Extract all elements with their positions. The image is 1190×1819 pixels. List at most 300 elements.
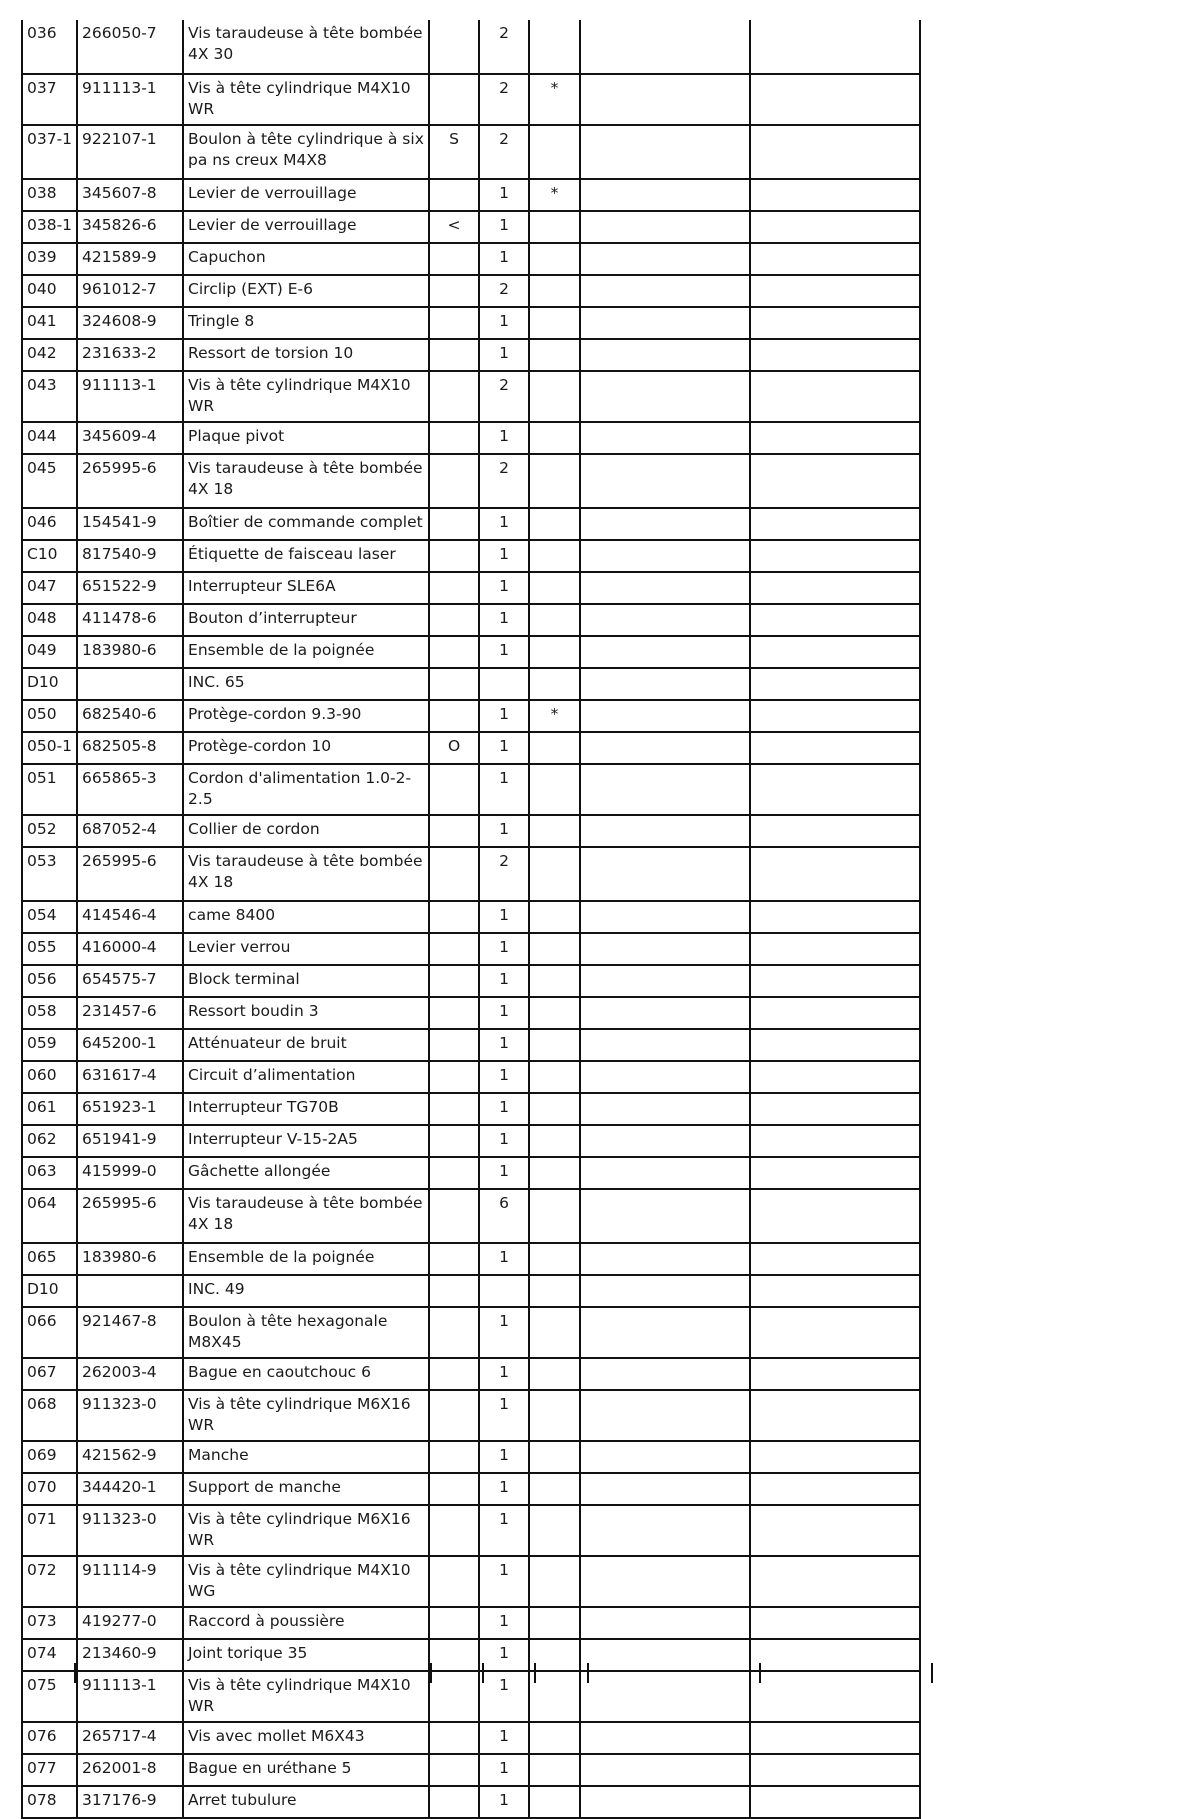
part-number-cell: 213460-9 (77, 1639, 183, 1671)
empty-cell (580, 604, 750, 636)
description-cell: Étiquette de faisceau laser (183, 540, 429, 572)
empty-cell (750, 1505, 920, 1556)
part-number-cell: 682540-6 (77, 700, 183, 732)
ref-cell: 046 (22, 508, 77, 540)
part-number-cell: 154541-9 (77, 508, 183, 540)
table-row (22, 1473, 920, 1505)
empty-cell (750, 125, 920, 179)
empty-cell (580, 540, 750, 572)
quantity-cell: 1 (479, 243, 529, 275)
empty-cell (750, 1473, 920, 1505)
description-cell: Capuchon (183, 243, 429, 275)
description-cell: Ensemble de la poignée (183, 636, 429, 668)
quantity-cell: 1 (479, 1243, 529, 1275)
empty-cell (580, 74, 750, 125)
note-cell (429, 847, 479, 901)
table-row (22, 1754, 920, 1786)
quantity-cell: 1 (479, 1307, 529, 1358)
part-number-cell: 324608-9 (77, 307, 183, 339)
part-number-cell: 416000-4 (77, 933, 183, 965)
table-row (22, 1157, 920, 1189)
ref-cell: 050 (22, 700, 77, 732)
table-row (22, 901, 920, 933)
table-row (22, 732, 920, 764)
part-number-cell: 183980-6 (77, 636, 183, 668)
quantity-cell: 1 (479, 1722, 529, 1754)
empty-cell (750, 901, 920, 933)
change-mark-cell: * (529, 74, 580, 125)
table-row (22, 1093, 920, 1125)
empty-cell (580, 1786, 750, 1818)
part-number-cell: 345609-4 (77, 422, 183, 454)
table-row (22, 243, 920, 275)
ref-cell: 071 (22, 1505, 77, 1556)
change-mark-cell (529, 1607, 580, 1639)
empty-cell (580, 965, 750, 997)
table-row (22, 1786, 920, 1818)
ref-cell: 049 (22, 636, 77, 668)
quantity-cell: 1 (479, 1505, 529, 1556)
part-number-cell: 911114-9 (77, 1556, 183, 1607)
table-row (22, 454, 920, 508)
note-cell (429, 965, 479, 997)
empty-cell (580, 307, 750, 339)
empty-cell (580, 508, 750, 540)
description-cell: Arret tubulure (183, 1786, 429, 1818)
change-mark-cell (529, 1243, 580, 1275)
change-mark-cell (529, 243, 580, 275)
change-mark-cell (529, 1390, 580, 1441)
table-row (22, 275, 920, 307)
part-number-cell (77, 668, 183, 700)
table-row (22, 1390, 920, 1441)
ref-cell: 051 (22, 764, 77, 815)
empty-cell (580, 179, 750, 211)
description-cell: Vis taraudeuse à tête bombée 4X 30 (183, 20, 429, 74)
table-row (22, 125, 920, 179)
empty-cell (750, 307, 920, 339)
change-mark-cell (529, 20, 580, 74)
change-mark-cell (529, 1358, 580, 1390)
ref-cell: 066 (22, 1307, 77, 1358)
change-mark-cell (529, 1441, 580, 1473)
note-cell (429, 1275, 479, 1307)
note-cell (429, 1307, 479, 1358)
ref-cell: 063 (22, 1157, 77, 1189)
empty-cell (750, 1275, 920, 1307)
part-number-cell: 961012-7 (77, 275, 183, 307)
note-cell (429, 307, 479, 339)
ref-cell: 058 (22, 997, 77, 1029)
change-mark-cell (529, 933, 580, 965)
quantity-cell: 1 (479, 700, 529, 732)
empty-cell (750, 1243, 920, 1275)
description-cell: Cordon d'alimentation 1.0-2-2.5 (183, 764, 429, 815)
table-row (22, 636, 920, 668)
description-cell: Levier de verrouillage (183, 179, 429, 211)
part-number-cell: 262003-4 (77, 1358, 183, 1390)
quantity-cell: 1 (479, 1093, 529, 1125)
change-mark-cell (529, 668, 580, 700)
ref-cell: 037 (22, 74, 77, 125)
description-cell: INC. 49 (183, 1275, 429, 1307)
part-number-cell: 651941-9 (77, 1125, 183, 1157)
ref-cell: 048 (22, 604, 77, 636)
description-cell: Protège-cordon 9.3-90 (183, 700, 429, 732)
quantity-cell: 1 (479, 307, 529, 339)
empty-cell (580, 1125, 750, 1157)
description-cell: Vis taraudeuse à tête bombée 4X 18 (183, 454, 429, 508)
empty-cell (580, 933, 750, 965)
ref-cell: 050-1 (22, 732, 77, 764)
description-cell: Tringle 8 (183, 307, 429, 339)
part-number-cell: 265995-6 (77, 454, 183, 508)
change-mark-cell (529, 815, 580, 847)
quantity-cell: 1 (479, 1441, 529, 1473)
quantity-cell: 1 (479, 1607, 529, 1639)
quantity-cell: 1 (479, 211, 529, 243)
empty-cell (750, 965, 920, 997)
empty-cell (750, 636, 920, 668)
empty-cell (750, 997, 920, 1029)
description-cell: Boulon à tête cylindrique à six pa ns creux M4X8 (183, 125, 429, 179)
note-cell: S (429, 125, 479, 179)
quantity-cell: 2 (479, 275, 529, 307)
ref-cell: 054 (22, 901, 77, 933)
empty-cell (580, 1189, 750, 1243)
change-mark-cell (529, 1189, 580, 1243)
empty-cell (750, 668, 920, 700)
change-mark-cell: * (529, 700, 580, 732)
quantity-cell: 1 (479, 901, 529, 933)
part-number-cell: 345826-6 (77, 211, 183, 243)
empty-cell (580, 1754, 750, 1786)
note-cell (429, 1093, 479, 1125)
description-cell: Atténuateur de bruit (183, 1029, 429, 1061)
quantity-cell: 1 (479, 1390, 529, 1441)
part-number-cell: 911323-0 (77, 1390, 183, 1441)
change-mark-cell (529, 454, 580, 508)
empty-cell (750, 1189, 920, 1243)
empty-cell (750, 933, 920, 965)
description-cell: Ressort boudin 3 (183, 997, 429, 1029)
table-row (22, 1029, 920, 1061)
empty-cell (580, 700, 750, 732)
empty-cell (580, 1243, 750, 1275)
quantity-cell: 1 (479, 1157, 529, 1189)
quantity-cell: 1 (479, 1786, 529, 1818)
change-mark-cell (529, 1061, 580, 1093)
ref-cell: 037-1 (22, 125, 77, 179)
table-row (22, 847, 920, 901)
description-cell: Circlip (EXT) E-6 (183, 275, 429, 307)
empty-cell (750, 847, 920, 901)
description-cell: Levier de verrouillage (183, 211, 429, 243)
table-row (22, 1556, 920, 1607)
empty-cell (580, 1275, 750, 1307)
table-row (22, 1607, 920, 1639)
empty-cell (580, 1607, 750, 1639)
note-cell (429, 422, 479, 454)
empty-cell (580, 1307, 750, 1358)
ref-cell: 040 (22, 275, 77, 307)
table-row (22, 572, 920, 604)
part-number-cell: 687052-4 (77, 815, 183, 847)
note-cell (429, 339, 479, 371)
note-cell (429, 20, 479, 74)
empty-cell (750, 1722, 920, 1754)
note-cell (429, 371, 479, 422)
change-mark-cell (529, 1722, 580, 1754)
empty-cell (750, 1157, 920, 1189)
empty-cell (750, 1029, 920, 1061)
note-cell (429, 1754, 479, 1786)
description-cell: Vis à tête cylindrique M4X10 WR (183, 371, 429, 422)
part-number-cell: 265995-6 (77, 847, 183, 901)
description-cell: Interrupteur V-15-2A5 (183, 1125, 429, 1157)
change-mark-cell (529, 275, 580, 307)
description-cell: Boulon à tête hexagonale M8X45 (183, 1307, 429, 1358)
empty-cell (750, 1358, 920, 1390)
description-cell: Vis taraudeuse à tête bombée 4X 18 (183, 1189, 429, 1243)
quantity-cell: 1 (479, 732, 529, 764)
empty-cell (580, 847, 750, 901)
quantity-cell: 1 (479, 422, 529, 454)
change-mark-cell (529, 764, 580, 815)
empty-cell (750, 20, 920, 74)
change-mark-cell (529, 572, 580, 604)
quantity-cell: 1 (479, 179, 529, 211)
quantity-cell: 2 (479, 20, 529, 74)
empty-cell (750, 454, 920, 508)
change-mark-cell (529, 339, 580, 371)
description-cell: Joint torique 35 (183, 1639, 429, 1671)
table-row (22, 1358, 920, 1390)
note-cell (429, 1029, 479, 1061)
quantity-cell (479, 668, 529, 700)
part-number-cell: 415999-0 (77, 1157, 183, 1189)
empty-cell (580, 371, 750, 422)
empty-cell (750, 1441, 920, 1473)
part-number-cell: 631617-4 (77, 1061, 183, 1093)
ref-cell: D10 (22, 668, 77, 700)
quantity-cell: 2 (479, 74, 529, 125)
empty-cell (580, 339, 750, 371)
ref-cell: 056 (22, 965, 77, 997)
ref-cell: 067 (22, 1358, 77, 1390)
description-cell: Bague en uréthane 5 (183, 1754, 429, 1786)
ref-cell: 078 (22, 1786, 77, 1818)
parts-table (21, 20, 921, 1819)
note-cell (429, 636, 479, 668)
note-cell: O (429, 732, 479, 764)
quantity-cell: 1 (479, 1639, 529, 1671)
quantity-cell: 1 (479, 997, 529, 1029)
quantity-cell: 1 (479, 339, 529, 371)
ref-cell: 044 (22, 422, 77, 454)
note-cell (429, 540, 479, 572)
empty-cell (580, 732, 750, 764)
part-number-cell: 265717-4 (77, 1722, 183, 1754)
quantity-cell: 1 (479, 572, 529, 604)
empty-cell (750, 243, 920, 275)
ref-cell: 072 (22, 1556, 77, 1607)
ref-cell: 036 (22, 20, 77, 74)
empty-cell (580, 668, 750, 700)
note-cell (429, 1441, 479, 1473)
empty-cell (580, 997, 750, 1029)
change-mark-cell (529, 1029, 580, 1061)
empty-cell (580, 764, 750, 815)
quantity-cell: 2 (479, 371, 529, 422)
empty-cell (750, 1093, 920, 1125)
note-cell (429, 454, 479, 508)
empty-cell (580, 1157, 750, 1189)
change-mark-cell: * (529, 179, 580, 211)
change-mark-cell (529, 732, 580, 764)
empty-cell (750, 1061, 920, 1093)
empty-cell (750, 572, 920, 604)
note-cell (429, 815, 479, 847)
quantity-cell: 1 (479, 636, 529, 668)
part-number-cell: 266050-7 (77, 20, 183, 74)
empty-cell (750, 732, 920, 764)
note-cell (429, 700, 479, 732)
table-row (22, 965, 920, 997)
empty-cell (750, 211, 920, 243)
ref-cell: 069 (22, 1441, 77, 1473)
table-row (22, 339, 920, 371)
quantity-cell: 1 (479, 1671, 529, 1722)
ref-cell: 055 (22, 933, 77, 965)
description-cell: Plaque pivot (183, 422, 429, 454)
quantity-cell: 1 (479, 604, 529, 636)
empty-cell (580, 572, 750, 604)
empty-cell (580, 211, 750, 243)
note-cell (429, 668, 479, 700)
note-cell (429, 179, 479, 211)
change-mark-cell (529, 901, 580, 933)
note-cell (429, 1607, 479, 1639)
part-number-cell: 682505-8 (77, 732, 183, 764)
part-number-cell: 645200-1 (77, 1029, 183, 1061)
empty-cell (750, 508, 920, 540)
part-number-cell: 921467-8 (77, 1307, 183, 1358)
quantity-cell: 1 (479, 965, 529, 997)
table-row (22, 74, 920, 125)
table-row (22, 668, 920, 700)
empty-cell (750, 540, 920, 572)
quantity-cell: 1 (479, 1358, 529, 1390)
part-number-cell: 911113-1 (77, 1671, 183, 1722)
table-row (22, 20, 920, 74)
ref-cell: 042 (22, 339, 77, 371)
note-cell (429, 508, 479, 540)
table-row (22, 307, 920, 339)
description-cell: Circuit d’alimentation (183, 1061, 429, 1093)
empty-cell (750, 815, 920, 847)
description-cell: Block terminal (183, 965, 429, 997)
change-mark-cell (529, 1125, 580, 1157)
note-cell (429, 1125, 479, 1157)
quantity-cell: 1 (479, 1556, 529, 1607)
empty-cell (580, 125, 750, 179)
empty-cell (750, 1390, 920, 1441)
change-mark-cell (529, 1556, 580, 1607)
empty-cell (750, 371, 920, 422)
change-mark-cell (529, 422, 580, 454)
quantity-cell (479, 1275, 529, 1307)
empty-cell (580, 1473, 750, 1505)
ref-cell: 068 (22, 1390, 77, 1441)
description-cell: Vis à tête cylindrique M6X16 WR (183, 1390, 429, 1441)
change-mark-cell (529, 540, 580, 572)
quantity-cell: 1 (479, 1473, 529, 1505)
empty-cell (750, 1307, 920, 1358)
description-cell: came 8400 (183, 901, 429, 933)
ref-cell: 061 (22, 1093, 77, 1125)
note-cell (429, 1556, 479, 1607)
empty-cell (580, 243, 750, 275)
ref-cell: 038 (22, 179, 77, 211)
description-cell: Vis taraudeuse à tête bombée 4X 18 (183, 847, 429, 901)
empty-cell (750, 74, 920, 125)
note-cell (429, 1358, 479, 1390)
note-cell (429, 275, 479, 307)
change-mark-cell (529, 1307, 580, 1358)
empty-cell (750, 179, 920, 211)
note-cell (429, 572, 479, 604)
description-cell: Manche (183, 1441, 429, 1473)
part-number-cell (77, 1275, 183, 1307)
part-number-cell: 411478-6 (77, 604, 183, 636)
description-cell: Protège-cordon 10 (183, 732, 429, 764)
description-cell: Ressort de torsion 10 (183, 339, 429, 371)
empty-cell (750, 604, 920, 636)
note-cell (429, 1473, 479, 1505)
empty-cell (580, 275, 750, 307)
quantity-cell: 1 (479, 1061, 529, 1093)
empty-cell (580, 422, 750, 454)
ref-cell: 053 (22, 847, 77, 901)
quantity-cell: 2 (479, 847, 529, 901)
part-number-cell: 345607-8 (77, 179, 183, 211)
table-row (22, 933, 920, 965)
ref-cell: 064 (22, 1189, 77, 1243)
table-row (22, 179, 920, 211)
empty-cell (750, 275, 920, 307)
change-mark-cell (529, 307, 580, 339)
part-number-cell: 654575-7 (77, 965, 183, 997)
note-cell (429, 901, 479, 933)
ref-cell: 073 (22, 1607, 77, 1639)
quantity-cell: 1 (479, 815, 529, 847)
part-number-cell: 183980-6 (77, 1243, 183, 1275)
ref-cell: 077 (22, 1754, 77, 1786)
quantity-cell: 1 (479, 508, 529, 540)
empty-cell (750, 339, 920, 371)
change-mark-cell (529, 847, 580, 901)
part-number-cell: 231457-6 (77, 997, 183, 1029)
part-number-cell: 911113-1 (77, 74, 183, 125)
description-cell: Levier verrou (183, 933, 429, 965)
empty-cell (580, 1061, 750, 1093)
table-row (22, 1505, 920, 1556)
table-row (22, 371, 920, 422)
table-row (22, 540, 920, 572)
note-cell (429, 604, 479, 636)
note-cell: < (429, 211, 479, 243)
